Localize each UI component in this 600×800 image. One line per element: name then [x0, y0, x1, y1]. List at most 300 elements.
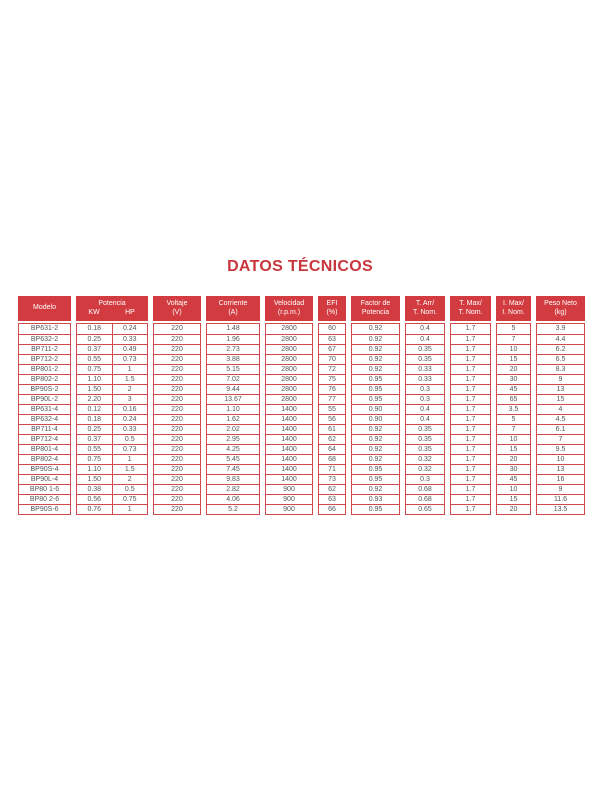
cell-peso-neto: 3.9: [555, 325, 566, 332]
table-row: [406, 484, 444, 494]
cell-peso-neto: 13: [556, 386, 565, 393]
table-row: [207, 374, 259, 384]
table-row: [451, 344, 490, 354]
table-row: [19, 334, 70, 344]
table-row: [77, 324, 147, 334]
table-row: [406, 464, 444, 474]
table-row: [352, 354, 399, 364]
column-body-velocidad: [265, 323, 313, 515]
cell-t-arr-t-nom: 0.3: [420, 386, 430, 393]
table-row: [19, 504, 70, 514]
cell-potencia: 0.73: [112, 445, 148, 454]
table-row: [352, 394, 399, 404]
table-row: [352, 454, 399, 464]
table-row: [19, 434, 70, 444]
table-row: [352, 494, 399, 504]
cell-t-arr-t-nom: 0.35: [418, 346, 432, 353]
cell-corriente: 2.73: [226, 346, 240, 353]
column-group-t-max-t-nom: [450, 296, 491, 515]
table-row: [207, 494, 259, 504]
table-row: [497, 484, 530, 494]
table-row: [451, 444, 490, 454]
cell-potencia: 0.55: [87, 446, 102, 453]
table-row: [207, 404, 259, 414]
table-row: [497, 464, 530, 474]
cell-potencia: 0.25: [87, 336, 102, 343]
table-row: [537, 384, 584, 394]
cell-modelo: BP801-2: [30, 366, 59, 373]
table-row: [266, 484, 312, 494]
cell-modelo: BP632-4: [30, 416, 59, 423]
table-row: [319, 334, 345, 344]
cell-potencia: 1.5: [112, 465, 148, 474]
table-row: [207, 344, 259, 354]
table-row: [207, 504, 259, 514]
table-row: [319, 364, 345, 374]
cell-velocidad: 1400: [281, 456, 297, 463]
column-group-factor-de-potencia: [351, 296, 400, 515]
table-row: [537, 424, 584, 434]
cell-corriente: 1.62: [226, 416, 240, 423]
cell-peso-neto: 6.1: [555, 426, 566, 433]
table-row: [352, 384, 399, 394]
table-row: [352, 464, 399, 474]
cell-peso-neto: 7: [558, 436, 563, 443]
cell-factor-de-potencia: 0.92: [368, 325, 383, 332]
table-row: [406, 334, 444, 344]
column-body-potencia: [76, 323, 148, 515]
cell-t-arr-t-nom: 0.32: [418, 466, 432, 473]
table-row: [537, 504, 584, 514]
cell-i-max-i-nom: 30: [509, 466, 518, 473]
cell-modelo: BP90S-6: [30, 506, 59, 513]
column-header-voltaje: Voltaje (V): [153, 296, 201, 321]
table-row: [266, 504, 312, 514]
table-row: [19, 364, 70, 374]
table-row: [207, 464, 259, 474]
table-row: [19, 404, 70, 414]
table-row: [207, 364, 259, 374]
cell-peso-neto: 4: [558, 406, 563, 413]
table-row: [319, 414, 345, 424]
table-row: [266, 334, 312, 344]
cell-efi: 75: [328, 376, 336, 383]
table-row: [352, 504, 399, 514]
table-row: [77, 374, 147, 384]
cell-i-max-i-nom: 45: [509, 386, 518, 393]
cell-i-max-i-nom: 20: [509, 366, 518, 373]
table-row: [352, 374, 399, 384]
column-group-peso-neto: [536, 296, 585, 515]
table-row: [19, 344, 70, 354]
table-row: [19, 444, 70, 454]
cell-peso-neto: 9.5: [555, 446, 566, 453]
cell-factor-de-potencia: 0.95: [368, 376, 383, 383]
cell-t-max-t-nom: 1.7: [465, 396, 476, 403]
cell-factor-de-potencia: 0.95: [368, 396, 383, 403]
subheader-kw: KW: [88, 308, 100, 316]
table-row: [319, 324, 345, 334]
cell-t-max-t-nom: 1.7: [465, 426, 476, 433]
table-row: [406, 414, 444, 424]
cell-t-arr-t-nom: 0.35: [418, 436, 432, 443]
cell-factor-de-potencia: 0.95: [368, 476, 383, 483]
table-row: [537, 354, 584, 364]
table-row: [451, 414, 490, 424]
table-row: [497, 354, 530, 364]
table-row: [537, 404, 584, 414]
cell-potencia: 1: [112, 365, 148, 374]
cell-peso-neto: 13.5: [553, 506, 568, 513]
table-row: [537, 454, 584, 464]
cell-i-max-i-nom: 45: [509, 476, 518, 483]
table-row: [319, 394, 345, 404]
table-row: [451, 334, 490, 344]
cell-efi: 73: [328, 476, 336, 483]
table-row: [537, 414, 584, 424]
table-row: [406, 444, 444, 454]
table-row: [154, 394, 200, 404]
table-row: [451, 434, 490, 444]
cell-corriente: 4.25: [226, 446, 240, 453]
table-row: [406, 384, 444, 394]
column-header-factor-de-potencia: Factor de Potencia: [351, 296, 400, 321]
cell-corriente: 7.02: [226, 376, 240, 383]
table-row: [154, 464, 200, 474]
cell-corriente: 13.67: [224, 396, 242, 403]
subheader-hp: HP: [125, 308, 135, 316]
cell-velocidad: 2800: [281, 336, 297, 343]
cell-t-arr-t-nom: 0.32: [418, 456, 432, 463]
column-group-t-arr-t-nom: [405, 296, 445, 515]
table-row: [406, 394, 444, 404]
table-row: [537, 394, 584, 404]
table-row: [451, 404, 490, 414]
table-row: [352, 434, 399, 444]
table-row: [207, 324, 259, 334]
column-group-i-max-i-nom: [496, 296, 531, 515]
table-row: [19, 484, 70, 494]
cell-peso-neto: 8.3: [555, 366, 566, 373]
table-row: [352, 344, 399, 354]
table-row: [319, 444, 345, 454]
cell-t-arr-t-nom: 0.35: [418, 446, 432, 453]
table-row: [207, 474, 259, 484]
column-body-factor-de-potencia: [351, 323, 400, 515]
cell-factor-de-potencia: 0.95: [368, 386, 383, 393]
cell-corriente: 3.88: [226, 356, 240, 363]
cell-modelo: BP802-4: [30, 456, 59, 463]
cell-factor-de-potencia: 0.95: [368, 466, 383, 473]
cell-peso-neto: 16: [556, 476, 565, 483]
table-row: [497, 504, 530, 514]
cell-i-max-i-nom: 10: [509, 436, 518, 443]
table-row: [406, 364, 444, 374]
cell-potencia: 0.5: [112, 485, 148, 494]
cell-factor-de-potencia: 0.92: [368, 356, 383, 363]
cell-potencia: 0.24: [112, 415, 148, 424]
cell-efi: 64: [328, 446, 336, 453]
table-row: [77, 384, 147, 394]
cell-modelo: BP90S-4: [30, 466, 59, 473]
table-row: [537, 484, 584, 494]
table-row: [537, 334, 584, 344]
table-row: [451, 504, 490, 514]
table-row: [451, 354, 490, 364]
column-body-i-max-i-nom: [496, 323, 531, 515]
cell-voltaje: 220: [171, 466, 183, 473]
cell-voltaje: 220: [171, 426, 183, 433]
table-row: [406, 434, 444, 444]
cell-voltaje: 220: [171, 366, 183, 373]
cell-corriente: 1.10: [226, 406, 240, 413]
cell-corriente: 9.83: [226, 476, 240, 483]
cell-t-max-t-nom: 1.7: [465, 456, 476, 463]
cell-velocidad: 2800: [281, 346, 297, 353]
cell-i-max-i-nom: 5: [511, 416, 516, 423]
cell-factor-de-potencia: 0.90: [368, 406, 383, 413]
table-row: [19, 494, 70, 504]
cell-t-max-t-nom: 1.7: [465, 496, 476, 503]
table-row: [154, 374, 200, 384]
cell-i-max-i-nom: 65: [509, 396, 518, 403]
cell-corriente: 2.95: [226, 436, 240, 443]
table-row: [406, 324, 444, 334]
cell-modelo: BP632-2: [30, 336, 59, 343]
cell-peso-neto: 13: [556, 466, 565, 473]
cell-modelo: BP712-4: [30, 436, 59, 443]
cell-potencia: 1: [112, 455, 148, 464]
cell-efi: 61: [328, 426, 336, 433]
cell-t-max-t-nom: 1.7: [465, 406, 476, 413]
table-row: [154, 354, 200, 364]
table-row: [19, 454, 70, 464]
cell-potencia: 0.37: [87, 346, 102, 353]
cell-efi: 68: [328, 456, 336, 463]
table-row: [77, 334, 147, 344]
cell-t-arr-t-nom: 0.3: [420, 396, 430, 403]
column-body-peso-neto: [536, 323, 585, 515]
cell-i-max-i-nom: 15: [509, 496, 518, 503]
table-row: [19, 324, 70, 334]
cell-voltaje: 220: [171, 325, 183, 332]
table-row: [319, 374, 345, 384]
table-row: [537, 494, 584, 504]
table-row: [319, 384, 345, 394]
table-row: [537, 344, 584, 354]
cell-i-max-i-nom: 10: [509, 486, 518, 493]
table-row: [154, 384, 200, 394]
table-row: [19, 474, 70, 484]
cell-t-arr-t-nom: 0.4: [420, 416, 430, 423]
table-row: [266, 384, 312, 394]
table-row: [266, 494, 312, 504]
table-row: [266, 364, 312, 374]
cell-potencia: 2: [112, 385, 148, 394]
table-row: [352, 404, 399, 414]
cell-velocidad: 2800: [281, 366, 297, 373]
cell-potencia: 1.10: [87, 466, 102, 473]
table-row: [266, 354, 312, 364]
cell-velocidad: 2800: [281, 396, 297, 403]
cell-corriente: 7.45: [226, 466, 240, 473]
table-row: [77, 404, 147, 414]
column-header-corriente: Corriente (A): [206, 296, 260, 321]
table-row: [537, 324, 584, 334]
table-row: [19, 464, 70, 474]
cell-potencia: 0.5: [112, 435, 148, 444]
cell-t-max-t-nom: 1.7: [465, 446, 476, 453]
column-header-velocidad: Velocidad (r.p.m.): [265, 296, 313, 321]
table-row: [406, 404, 444, 414]
cell-efi: 71: [328, 466, 336, 473]
column-body-efi: [318, 323, 346, 515]
table-row: [451, 474, 490, 484]
table-row: [154, 504, 200, 514]
table-row: [266, 464, 312, 474]
cell-peso-neto: 6.2: [555, 346, 566, 353]
table-row: [154, 424, 200, 434]
table-row: [497, 334, 530, 344]
cell-corriente: 5.15: [226, 366, 240, 373]
cell-efi: 55: [328, 406, 336, 413]
table-row: [154, 334, 200, 344]
cell-efi: 70: [328, 356, 336, 363]
table-row: [497, 384, 530, 394]
cell-i-max-i-nom: 10: [509, 346, 518, 353]
cell-modelo: BP631-4: [30, 406, 59, 413]
cell-t-max-t-nom: 1.7: [465, 476, 476, 483]
cell-modelo: BP711-4: [31, 426, 58, 433]
cell-potencia: 1.50: [87, 386, 102, 393]
cell-velocidad: 1400: [281, 426, 297, 433]
table-row: [77, 444, 147, 454]
cell-t-arr-t-nom: 0.4: [420, 336, 430, 343]
table-row: [451, 384, 490, 394]
column-group-efi: [318, 296, 346, 515]
table-row: [406, 494, 444, 504]
cell-potencia: 0.49: [112, 345, 148, 354]
cell-corriente: 2.82: [226, 486, 240, 493]
table-row: [77, 434, 147, 444]
cell-voltaje: 220: [171, 416, 183, 423]
table-row: [207, 424, 259, 434]
column-body-corriente: [206, 323, 260, 515]
column-group-modelo: [18, 296, 71, 515]
table-row: [19, 374, 70, 384]
cell-potencia: 0.16: [112, 405, 148, 414]
cell-modelo: BP80 1-6: [29, 486, 60, 493]
table-row: [19, 384, 70, 394]
cell-modelo: BP631-2: [30, 325, 59, 332]
table-row: [319, 434, 345, 444]
cell-t-max-t-nom: 1.7: [465, 336, 476, 343]
table-row: [77, 464, 147, 474]
cell-corriente: 1.96: [226, 336, 240, 343]
table-row: [319, 454, 345, 464]
cell-modelo: BP90S-2: [30, 386, 59, 393]
cell-factor-de-potencia: 0.92: [368, 336, 383, 343]
table-row: [77, 454, 147, 464]
table-row: [154, 494, 200, 504]
table-row: [451, 374, 490, 384]
cell-efi: 62: [328, 436, 336, 443]
cell-voltaje: 220: [171, 406, 183, 413]
cell-t-arr-t-nom: 0.68: [418, 486, 432, 493]
table-row: [266, 424, 312, 434]
table-row: [497, 424, 530, 434]
column-body-t-max-t-nom: [450, 323, 491, 515]
cell-t-arr-t-nom: 0.35: [418, 356, 432, 363]
cell-velocidad: 2800: [281, 386, 297, 393]
table-row: [77, 414, 147, 424]
cell-peso-neto: 6.5: [555, 356, 566, 363]
cell-velocidad: 900: [283, 496, 295, 503]
table-row: [154, 344, 200, 354]
cell-peso-neto: 4.4: [555, 336, 566, 343]
table-row: [352, 364, 399, 374]
table-row: [352, 424, 399, 434]
table-row: [266, 454, 312, 464]
table-row: [154, 434, 200, 444]
cell-velocidad: 1400: [281, 436, 297, 443]
cell-t-max-t-nom: 1.7: [465, 366, 476, 373]
table-row: [77, 504, 147, 514]
cell-corriente: 4.06: [226, 496, 240, 503]
cell-potencia: 0.18: [87, 325, 102, 332]
cell-potencia: 0.55: [87, 356, 102, 363]
table-row: [319, 494, 345, 504]
table-row: [406, 374, 444, 384]
cell-factor-de-potencia: 0.92: [368, 436, 383, 443]
table-row: [352, 334, 399, 344]
cell-potencia: 0.33: [112, 335, 148, 344]
cell-t-max-t-nom: 1.7: [465, 506, 476, 513]
cell-potencia: 0.24: [112, 324, 148, 334]
cell-voltaje: 220: [171, 476, 183, 483]
cell-voltaje: 220: [171, 386, 183, 393]
cell-voltaje: 220: [171, 356, 183, 363]
cell-factor-de-potencia: 0.92: [368, 456, 383, 463]
page-title: DATOS TÉCNICOS: [227, 258, 373, 275]
cell-velocidad: 2800: [281, 376, 297, 383]
cell-factor-de-potencia: 0.92: [368, 486, 383, 493]
cell-voltaje: 220: [171, 486, 183, 493]
cell-voltaje: 220: [171, 336, 183, 343]
table-row: [352, 474, 399, 484]
cell-corriente: 5.2: [228, 506, 238, 513]
table-row: [266, 444, 312, 454]
cell-t-arr-t-nom: 0.33: [418, 376, 432, 383]
table-row: [319, 424, 345, 434]
table-row: [19, 424, 70, 434]
cell-factor-de-potencia: 0.93: [368, 496, 383, 503]
column-header-potencia: Potencia KW HP: [76, 296, 148, 321]
cell-efi: 60: [328, 325, 336, 332]
cell-factor-de-potencia: 0.90: [368, 416, 383, 423]
table-row: [497, 404, 530, 414]
cell-t-max-t-nom: 1.7: [465, 436, 476, 443]
cell-potencia: 0.75: [87, 366, 102, 373]
table-row: [154, 444, 200, 454]
table-row: [497, 364, 530, 374]
table-row: [154, 404, 200, 414]
cell-t-arr-t-nom: 0.4: [420, 325, 430, 332]
table-row: [266, 434, 312, 444]
cell-peso-neto: 9: [558, 376, 563, 383]
cell-velocidad: 1400: [281, 466, 297, 473]
table-row: [537, 444, 584, 454]
